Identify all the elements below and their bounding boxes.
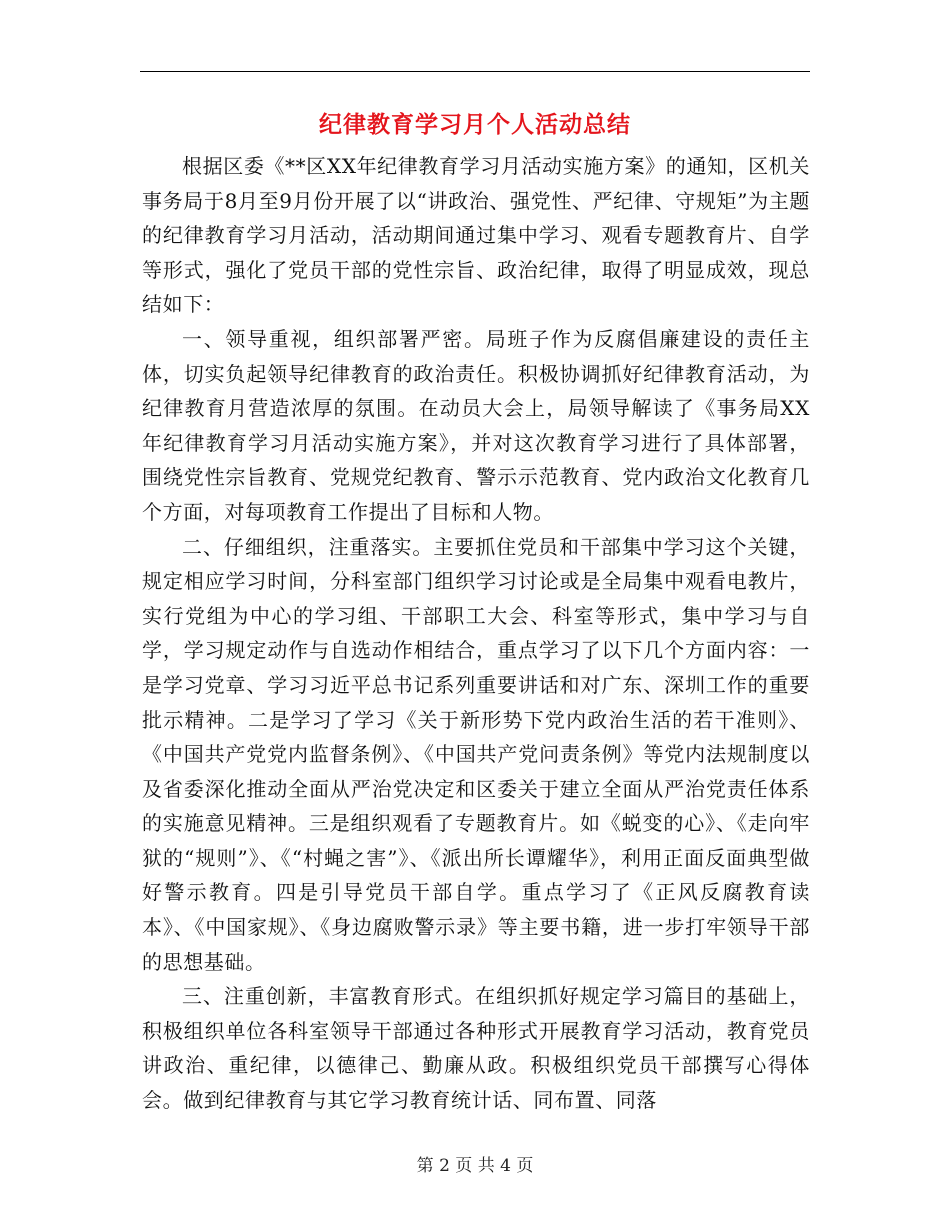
page-number-footer: 第 2 页 共 4 页: [416, 1156, 534, 1176]
document-body: [142, 149, 810, 1118]
paragraph-organization: 二、仔细组织，注重落实。主要抓住党员和干部集中学习这个关键，规定相应学习时间，分科室部门组织学习讨论或是全局集中观看电教片，实行党组为中心的学习组、干部职工大会、科室等形式，集中学习与自学，学习规定动作与自选动作相结合，重点学习了以下几个方面内容：一是学习党章、学习习近平总书记系列重要讲话和对广东、深圳工作的重要批示精神。二是学习了学习《关于新形势下党内政治生活的若干准则》、《中国共产党党内监督条例》、《中国共产党问责条例》等党内法规制度以及省委深化推动全面从严治党决定和区委关于建立全面从严治党责任体系的实施意见精神。三是组织观看了专题教育片。如《蜕变的心》、《走向牢狱的“规则”》、《“村蝇之害”》、《派出所长谭耀华》，利用正面反面典型做好警示教育。四是引导党员干部自学。重点学习了《正风反腐教育读本》、《中国家规》、《身边腐败警示录》等主要书籍，进一步打牢领导干部的思想基础。: [142, 534, 810, 974]
paragraph-intro: 根据区委《**区XX年纪律教育学习月活动实施方案》的通知，区机关事务局于8月至9月份开展了以“讲政治、强党性、严纪律、守规矩”为主题的纪律教育学习月活动，活动期间通过集中学习、观看专题教育片、自学等形式，强化了党员干部的党性宗旨、政治纪律，取得了明显成效，现总结如下：: [142, 154, 810, 317]
paragraph-leadership: 一、领导重视，组织部署严密。局班子作为反腐倡廉建设的责任主体，切实负起领导纪律教育的政治责任。积极协调抓好纪律教育活动，为纪律教育月营造浓厚的氛围。在动员大会上，局领导解读了《事务局XX年纪律教育学习月活动实施方案》，并对这次教育学习进行了具体部署，围绕党性宗旨教育、党规党纪教育、警示示范教育、党内政治文化教育几个方面，对每项教育工作提出了目标和人物。: [142, 326, 810, 524]
header-rule: [140, 71, 810, 72]
document-title: 纪律教育学习月个人活动总结: [319, 112, 631, 138]
paragraph-innovation: 三、注重创新，丰富教育形式。在组织抓好规定学习篇目的基础上，积极组织单位各科室领导干部通过各种形式开展教育学习活动，教育党员讲政治、重纪律，以德律己、勤廉从政。积极组织党员干部撰写心得体会。做到纪律教育与其它学习教育统计话、同布置、同落: [142, 984, 810, 1113]
